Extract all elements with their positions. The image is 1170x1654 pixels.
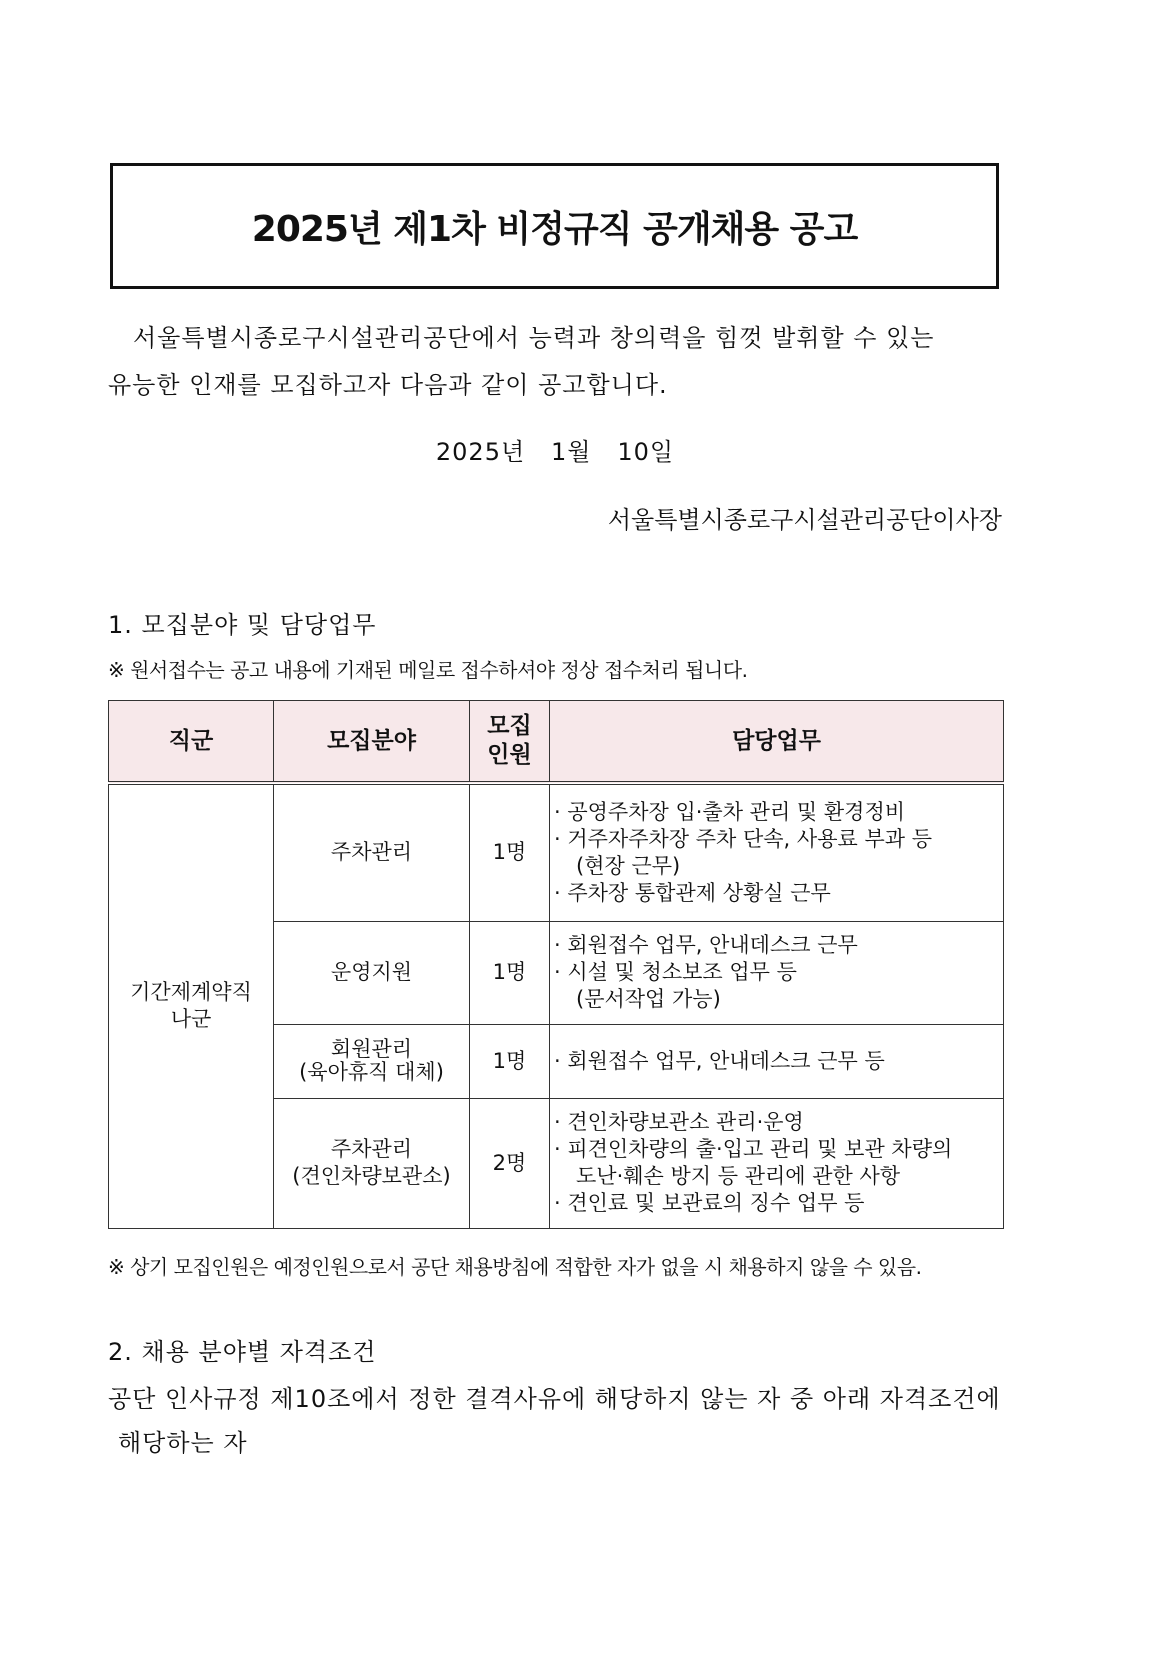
table-row: [109, 783, 1004, 921]
signature: 서울특별시종로구시설관리공단이사장: [607, 506, 1002, 534]
duty-line: · 공영주차장 입·출차 관리 및 환경정비: [554, 799, 906, 824]
duties-cell: [550, 783, 1004, 921]
count-cell: 1명: [470, 921, 550, 1024]
duty-line: · 견인차량보관소 관리·운영: [554, 1110, 804, 1134]
title-box: [110, 163, 999, 289]
job-group-cell: [109, 783, 274, 1228]
duties-cell: [550, 1024, 1004, 1098]
field-line: 주차관리: [330, 1137, 413, 1161]
section1-note: ※ 원서접수는 공고 내용에 기재된 메일로 접수하셔야 정상 접수처리 됩니다.: [108, 658, 748, 682]
field-line: 운영지원: [330, 960, 413, 984]
field-cell: [274, 1024, 470, 1098]
table-header-row: [109, 701, 1004, 784]
duty-line: · 회원접수 업무, 안내데스크 근무: [554, 933, 858, 957]
duty-line: (현장 근무): [576, 853, 681, 878]
job-group-line: 나군: [170, 1007, 212, 1032]
recruitment-table: [108, 700, 1004, 1229]
section2-heading: 2. 채용 분야별 자격조건: [108, 1338, 377, 1366]
count-cell: 1명: [470, 1024, 550, 1098]
field-line: (견인차량보관소): [292, 1164, 451, 1188]
duty-line: · 주차장 통합관제 상황실 근무: [554, 880, 831, 905]
duty-line: · 피견인차량의 출·입고 관리 및 보관 차량의: [554, 1137, 953, 1161]
header-duties: 담당업무: [550, 701, 1004, 784]
duty-line: · 회원접수 업무, 안내데스크 근무 등: [554, 1048, 885, 1073]
count-cell: 1명: [470, 783, 550, 921]
announcement-date: 2025년 1월 10일: [435, 438, 675, 466]
field-cell: [274, 921, 470, 1024]
document-title: 2025년 제1차 비정규직 공개채용 공고: [251, 208, 858, 250]
section1-heading: 1. 모집분야 및 담당업무: [108, 611, 377, 639]
field-line: 주차관리: [330, 840, 413, 865]
field-cell: [274, 783, 470, 921]
duty-line: · 시설 및 청소보조 업무 등: [554, 960, 797, 984]
duty-line: · 거주자주차장 주차 단속, 사용료 부과 등: [554, 826, 932, 851]
header-job-group: 직군: [109, 701, 274, 784]
section2-text-1: 공단 인사규정 제10조에서 정한 결격사유에 해당하지 않는 자 중 아래 자격조건에: [108, 1385, 1001, 1413]
header-field: 모집분야: [274, 701, 470, 784]
duty-line: (문서작업 가능): [576, 987, 721, 1011]
field-line: 회원관리: [330, 1037, 413, 1061]
job-group-line: 기간제계약직: [130, 980, 252, 1005]
field-cell: [274, 1098, 470, 1228]
section2-text-2: 해당하는 자: [118, 1429, 248, 1457]
intro-line-2: 유능한 인재를 모집하고자 다음과 같이 공고합니다.: [108, 371, 668, 399]
intro-line-1: 서울특별시종로구시설관리공단에서 능력과 창의력을 힘껏 발휘할 수 있는: [133, 324, 935, 352]
header-count: 모집 인원: [470, 701, 550, 784]
duties-cell: [550, 1098, 1004, 1228]
field-line: (육아휴직 대체): [299, 1060, 444, 1084]
section1-footnote: ※ 상기 모집인원은 예정인원으로서 공단 채용방침에 적합한 자가 없을 시 채용하지 않을 수 있음.: [108, 1255, 922, 1279]
count-cell: 2명: [470, 1098, 550, 1228]
duty-line: 도난·훼손 방지 등 관리에 관한 사항: [576, 1164, 901, 1188]
duties-cell: [550, 921, 1004, 1024]
duty-line: · 견인료 및 보관료의 징수 업무 등: [554, 1191, 865, 1215]
